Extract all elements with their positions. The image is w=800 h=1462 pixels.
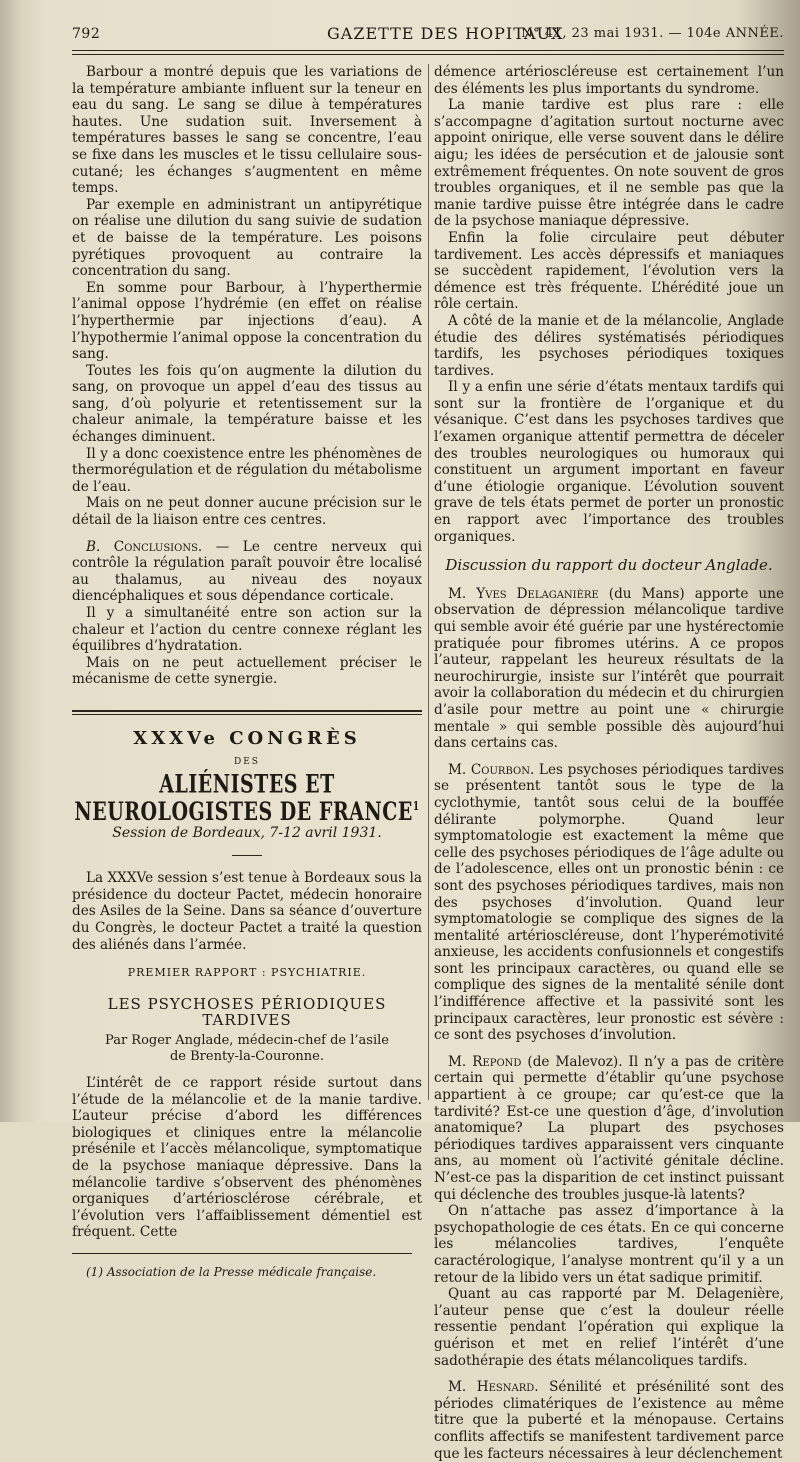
- report-heading: PREMIER RAPPORT : PSYCHIATRIE.: [127, 966, 367, 980]
- discussion-heading: Discussion du rapport du docteur Anglade.: [445, 556, 773, 575]
- footnote: (1) Association de la Presse médicale française.: [86, 1264, 377, 1279]
- footnote-rule: [72, 1253, 412, 1254]
- speaker-text: (de Malevoz). Il n’y a pas de critère certain qui permette d’établir qu’une psychose appartient à ce groupe; car qu’est-ce que la tardivité? Est-ce une question d’âge, d’involution anatomique? La plupart des psychoses périodiques tardives apparaissent vers cinquante ans, au moment où l’activité génitale décline. N’est-ce pas la disparition de cet instinct puissant qui déclenche des troubles jusque-là latents?: [434, 1053, 784, 1203]
- issue-info: N° 41, 23 mai 1931. — 104e ANNÉE.: [521, 26, 784, 41]
- paragraph: Barbour a montré depuis que les variations de la température ambiante influent sur la teneur en eau du sang. Le sang se dilue à températures hautes. Une sudation suit. Inversement à températures basses le sang se concentre, l’eau se fixe dans les muscles et le tissu cellulaire sous-cutané; les échanges s’augmentent en même temps.: [72, 64, 422, 197]
- paragraph: La manie tardive est plus rare : elle s’accompagne d’agitation surtout nocturne avec appoint onirique, elle verse souvent dans le délire aigu; les idées de persécution et de jalousie sont extrêmement fréquentes. On note souvent de gros troubles organiques, et il ne semble pas que la manie tardive puisse être intégrée dans le cadre de la psychose maniaque dépressive.: [434, 97, 784, 230]
- paragraph: En somme pour Barbour, à l’hyperthermie l’animal oppose l’hydrémie (en effet on réalise l’hyperthermie par injections d’eau). A l’hypothermie l’animal oppose la concentration du sang.: [72, 279, 422, 363]
- speaker-name: M. Repond: [448, 1053, 522, 1070]
- short-rule: [232, 855, 262, 856]
- page-number: 792: [72, 26, 101, 42]
- conclusions-heading: Conclusions.: [113, 538, 203, 555]
- paragraph: La XXXVe session s’est tenue à Bordeaux sous la présidence du docteur Pactet, médecin honoraire des Asiles de la Seine. Dans sa séance d’ouverture du Congrès, le docteur Pactet a traité la question des aliénés dans l’armée.: [72, 870, 422, 953]
- report-author: [72, 1033, 422, 1065]
- paragraph: Mais on ne peut actuellement préciser le mécanisme de cette synergie.: [72, 654, 422, 688]
- paragraph: démence artérioscléreuse est certainement l’un des éléments les plus importants du syndrome.: [434, 64, 784, 97]
- paragraph: Il y a donc coexistence entre les phénomènes de thermorégulation et de régulation du métabolisme de l’eau.: [72, 445, 422, 495]
- paragraph: Toutes les fois qu’on augmente la dilution du sang, on provoque un appel d’eau des tissus au sang, d’où polyurie et retentissement sur la chaleur animale, la température baisse et les échanges diminuent.: [72, 362, 422, 446]
- conclusions-paragraph: [72, 539, 422, 605]
- paragraph: Il y a enfin une série d’états mentaux tardifs qui sont sur la frontière de l’organique et du vésanique. C’est dans les psychoses tardives que l’examen organique attentif permettra de déceler des troubles neurologiques ou humoraux qui constituent un argument important en faveur d’une étiologie organique. L’évolution souvent grave de tels états permet de porter un pronostic en rapport avec l’importance des troubles organiques.: [434, 379, 784, 545]
- report-title: LES PSYCHOSES PÉRIODIQUES TARDIVES: [107, 994, 387, 1030]
- paragraph: Mais on ne peut donner aucune précision sur le détail de la liaison entre ces centres.: [72, 495, 422, 529]
- paragraph: A côté de la manie et de la mélancolie, Anglade étudie des délires systématisés périodiques tardifs, les psychoses périodiques toxiques tardives.: [434, 312, 784, 379]
- congress-subtitle: [72, 769, 422, 827]
- left-column: [72, 64, 422, 1281]
- footnote-marker: 1: [412, 800, 420, 814]
- speaker-text: (du Mans) apporte une observation de dépression mélancolique tardive qui semble avoir été guérie par une hystérectomie pratiquée pour fibromes utérins. A ce propos l’auteur, rappelant les heureux résultats de la neurochirurgie, insiste sur l’intérêt que pourrait avoir la collaboration du médecin et du chirurgien d’asile pour mettre au point une « chirurgie mentale » qui semble possible dès aujourd’hui dans certains cas.: [434, 585, 784, 752]
- conclusions-text: — Le centre nerveux qui contrôle la régulation paraît pouvoir être localisé au thalamus, au niveau des noyaux diencéphaliques et sous dépendance corticale.: [72, 538, 422, 605]
- section-rule: [72, 710, 422, 715]
- speaker-text: Les psychoses périodiques tardives se présentent tantôt sous le type de la cyclothymie, tantôt sous celui de la bouffée délirante polymorphe. Quand leur symptomatologie est exactement la même que celle des psychoses périodiques de l’âge adulte ou de l’adolescence, elles ont un pronostic bénin : ce sont des psychoses périodiques tardives, mais non des psychoses d’involution. Quand leur symptomatologie se complique des signes de la mentalité artérioscléreuse, dont l’hyperémotivité anxieuse, les accidents confusionnels et congestifs sont les principaux caractères, ou quand elle se complique des signes de la mentalité sénile dont l’indifférence affective et la passivité sont les principaux caractères, leur pronostic est sévère : ce sont des psychoses d’involution.: [434, 761, 784, 1044]
- column-divider: [428, 64, 429, 1100]
- paragraph: Enfin la folie circulaire peut débuter tardivement. Les accès dépressifs et maniaques se succèdent rapidement, l’évolution vers la démence est très fréquente. L’hérédité joue un rôle certain.: [434, 229, 784, 313]
- running-header: [72, 22, 784, 48]
- speaker-name: M. Courbon.: [448, 761, 535, 778]
- discussion-paragraph: [434, 1379, 784, 1462]
- author-line: de Brenty-la-Couronne.: [169, 1049, 324, 1065]
- speaker-name: M. Hesnard.: [448, 1379, 539, 1396]
- journal-title: GAZETTE DES HOPITAUX: [327, 24, 564, 43]
- congress-des: DES: [234, 756, 260, 767]
- right-column: [434, 64, 784, 1462]
- section-letter: B.: [86, 538, 114, 555]
- header-rule: [72, 50, 784, 55]
- paragraph: Il y a simultanéité entre son action sur la chaleur et l’action du centre connexe réglant les équilibres d’hydratation.: [72, 605, 422, 655]
- discussion-paragraph: [434, 1054, 784, 1203]
- paragraph: L’intérêt de ce rapport réside surtout dans l’étude de la mélancolie et de la manie tardive. L’auteur précise d’abord les différences biologiques et cliniques entre la mélancolie présénile et l’accès mélancolique, symptomatique de la psychose maniaque dépressive. Dans la mélancolie tardive s’observent des phénomènes organiques d’artériosclérose cérébrale, et l’évolution vers l’affaiblissement démentiel est fréquent. Cette: [72, 1075, 422, 1241]
- congress-subtitle-text: ALIÉNISTES ET NEUROLOGISTES DE FRANCE: [74, 769, 413, 827]
- discussion-paragraph: [434, 762, 784, 1044]
- session-line: Session de Bordeaux, 7-12 avril 1931.: [112, 824, 382, 841]
- paragraph: Quant au cas rapporté par M. Delagenière, l’auteur pense que c’est la douleur réelle ressentie pendant l’opération qui explique la guérison et met en relief l’intérêt d’une sadothérapie des états mélancoliques tardifs.: [434, 1286, 784, 1369]
- speaker-text: Sénilité et présénilité sont des périodes climatériques de l’existence au même titre que la puberté et la ménopause. Certains conflits affectifs se manifestent tardivement parce que les facteurs nécessaires à leur déclenchement: [434, 1379, 785, 1462]
- congress-title: XXXVe CONGRÈS: [133, 727, 361, 749]
- speaker-name: M. Yves Delaganière: [448, 585, 599, 602]
- paragraph: Par exemple en administrant un antipyrétique on réalise une dilution du sang suivie de sudation et de baisse de la température. Les poisons pyrétiques provoquent au contraire la concentration du sang.: [72, 196, 422, 280]
- author-line: Par Roger Anglade, médecin-chef de l’asile: [105, 1033, 389, 1049]
- paragraph: On n’attache pas assez d’importance à la psychopathologie de ces états. En ce qui concerne les mélancolies tardives, l’enquête caractérologique, l’analyse montrent qu’il y a un retour de la libido vers un état sadique primitif.: [434, 1203, 784, 1286]
- discussion-paragraph: [434, 586, 784, 752]
